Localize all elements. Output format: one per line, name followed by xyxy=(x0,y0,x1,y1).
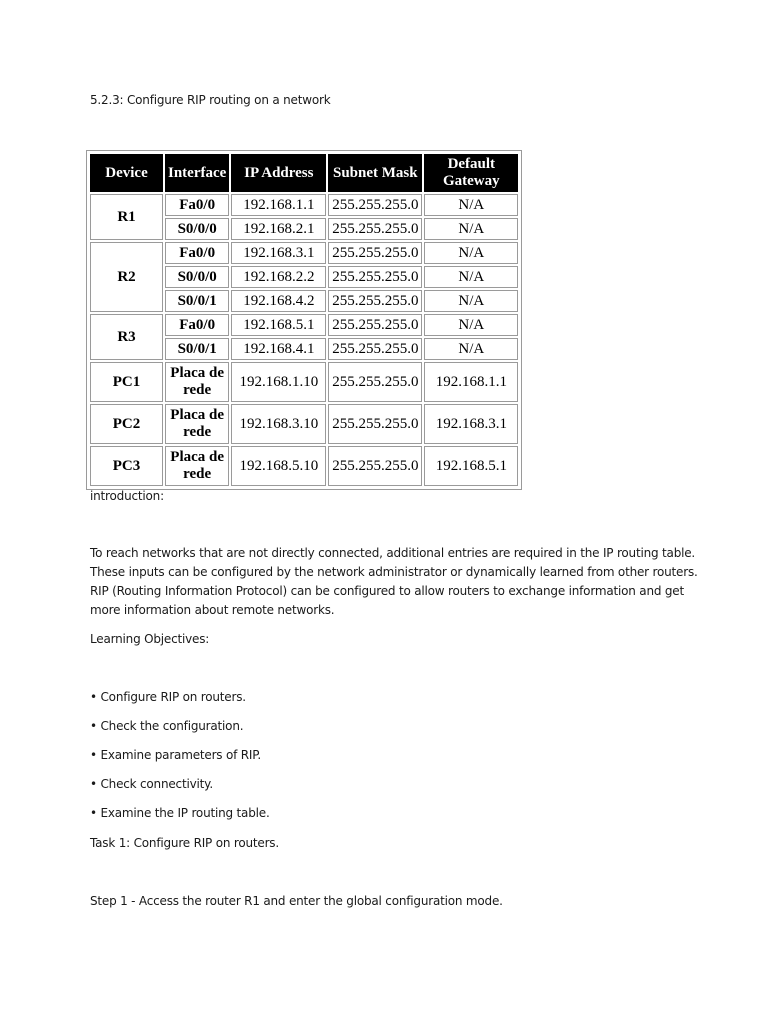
table-row xyxy=(90,446,518,486)
objective-item: • Configure RIP on routers. xyxy=(90,690,246,704)
mask-cell: 255.255.255.0 xyxy=(328,338,422,360)
ip-cell: 192.168.3.10 xyxy=(231,404,326,444)
interface-cell: S0/0/0 xyxy=(165,266,229,288)
gateway-cell: N/A xyxy=(424,194,518,216)
interface-cell: Fa0/0 xyxy=(165,194,229,216)
device-cell: PC3 xyxy=(90,446,163,486)
table-row xyxy=(90,362,518,402)
ip-cell: 192.168.5.1 xyxy=(231,314,326,336)
interface-cell: Placa de rede xyxy=(165,362,229,402)
ip-cell: 192.168.2.1 xyxy=(231,218,326,240)
interface-cell: Fa0/0 xyxy=(165,242,229,264)
ip-cell: 192.168.2.2 xyxy=(231,266,326,288)
objective-item: • Examine parameters of RIP. xyxy=(90,748,262,762)
mask-cell: 255.255.255.0 xyxy=(328,194,422,216)
mask-cell: 255.255.255.0 xyxy=(328,362,422,402)
gateway-cell: 192.168.5.1 xyxy=(424,446,518,486)
interface-cell: Fa0/0 xyxy=(165,314,229,336)
table-body xyxy=(90,194,518,486)
objective-item: • Examine the IP routing table. xyxy=(90,806,270,820)
intro-line: To reach networks that are not directly connected, additional entries are required in the IP routing table. xyxy=(90,546,696,560)
mask-cell: 255.255.255.0 xyxy=(328,446,422,486)
mask-cell: 255.255.255.0 xyxy=(328,266,422,288)
intro-line: more information about remote networks. xyxy=(90,603,335,617)
header-device: Device xyxy=(90,154,163,192)
table-row xyxy=(90,194,518,216)
gateway-cell: N/A xyxy=(424,218,518,240)
header-interface: Interface xyxy=(165,154,229,192)
objective-item: • Check connectivity. xyxy=(90,777,213,791)
table-row xyxy=(90,314,518,336)
gateway-cell: N/A xyxy=(424,242,518,264)
ip-cell: 192.168.1.10 xyxy=(231,362,326,402)
interface-cell: S0/0/1 xyxy=(165,338,229,360)
introduction-heading: introduction: xyxy=(90,489,164,503)
gateway-cell: N/A xyxy=(424,266,518,288)
objective-item: • Check the configuration. xyxy=(90,719,244,733)
table-row xyxy=(90,404,518,444)
ip-cell: 192.168.3.1 xyxy=(231,242,326,264)
ip-cell: 192.168.5.10 xyxy=(231,446,326,486)
gateway-cell: N/A xyxy=(424,314,518,336)
step-heading: Step 1 - Access the router R1 and enter the global configuration mode. xyxy=(90,894,503,908)
gateway-cell: N/A xyxy=(424,290,518,312)
header-default-gateway: Default Gateway xyxy=(424,154,518,192)
device-cell: R1 xyxy=(90,194,163,240)
task-heading: Task 1: Configure RIP on routers. xyxy=(90,836,279,850)
objectives-heading: Learning Objectives: xyxy=(90,632,210,646)
device-cell: PC1 xyxy=(90,362,163,402)
mask-cell: 255.255.255.0 xyxy=(328,242,422,264)
gateway-cell: 192.168.3.1 xyxy=(424,404,518,444)
gateway-cell: 192.168.1.1 xyxy=(424,362,518,402)
page-title: 5.2.3: Configure RIP routing on a network xyxy=(90,93,331,107)
interface-cell: S0/0/1 xyxy=(165,290,229,312)
mask-cell: 255.255.255.0 xyxy=(328,404,422,444)
ip-cell: 192.168.1.1 xyxy=(231,194,326,216)
gateway-cell: N/A xyxy=(424,338,518,360)
table-row xyxy=(90,242,518,264)
interface-cell: S0/0/0 xyxy=(165,218,229,240)
ip-cell: 192.168.4.2 xyxy=(231,290,326,312)
addressing-table xyxy=(88,152,520,488)
header-ip-address: IP Address xyxy=(231,154,326,192)
device-cell: R2 xyxy=(90,242,163,312)
mask-cell: 255.255.255.0 xyxy=(328,314,422,336)
intro-line: These inputs can be configured by the network administrator or dynamically learned from other routers. xyxy=(90,565,698,579)
introduction-paragraph xyxy=(90,544,698,620)
mask-cell: 255.255.255.0 xyxy=(328,290,422,312)
interface-cell: Placa de rede xyxy=(165,446,229,486)
mask-cell: 255.255.255.0 xyxy=(328,218,422,240)
table-header-row xyxy=(90,154,518,192)
intro-line: RIP (Routing Information Protocol) can be configured to allow routers to exchange information and get xyxy=(90,584,684,598)
header-subnet-mask: Subnet Mask xyxy=(328,154,422,192)
device-cell: R3 xyxy=(90,314,163,360)
ip-cell: 192.168.4.1 xyxy=(231,338,326,360)
interface-cell: Placa de rede xyxy=(165,404,229,444)
device-cell: PC2 xyxy=(90,404,163,444)
addressing-table-frame xyxy=(86,150,522,490)
